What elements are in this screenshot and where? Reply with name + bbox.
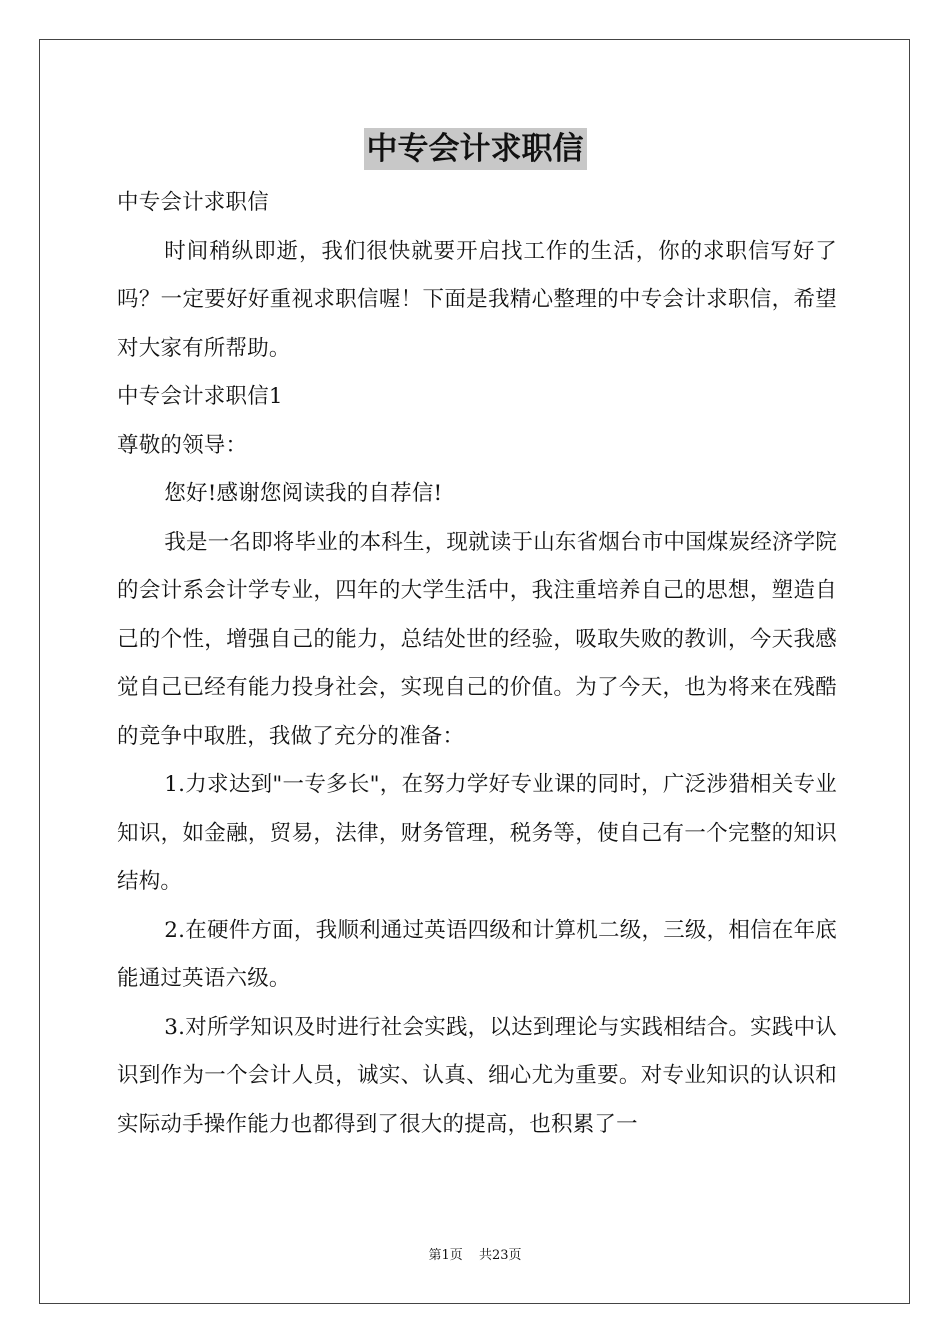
subtitle-line: 中专会计求职信 [117, 190, 269, 215]
body-paragraph-2: 1.力求达到"一专多长"，在努力学好专业课的同时，广泛涉猎相关专业知识，如金融，贸易，法律，财务管理，税务等，使自己有一个完整的知识结构。 [117, 772, 837, 894]
salutation: 尊敬的领导： [117, 432, 248, 458]
body-paragraph-1: 我是一名即将毕业的本科生，现就读于山东省烟台市中国煤炭经济学院的会计系会计学专业，四年的大学生活中，我注重培养自己的思想，塑造自己的个性，增强自己的能力，总结处世的经验，吸取失败的教训，今天我感觉自己已经有能力投身社会，实现自己的价值。为了今天，也为将来在残酷的竞争中取胜，我做了充分的准备： [117, 529, 838, 749]
page-number: 第1页 [428, 1248, 463, 1263]
body-paragraph-4: 3.对所学知识及时进行社会实践，以达到理论与实践相结合。实践中认识到作为一个会计人员，诚实、认真、细心尤为重要。对专业知识的认识和实际动手操作能力也都得到了很大的提高，也积累了一 [117, 1014, 837, 1137]
document-title: 中专会计求职信 [364, 128, 587, 170]
section-heading: 中专会计求职信1 [117, 384, 283, 409]
intro-paragraph: 时间稍纵即逝，我们很快就要开启找工作的生活，你的求职信写好了吗？一定要好好重视求职信喔！下面是我精心整理的中专会计求职信，希望对大家有所帮助。 [117, 238, 837, 361]
body-paragraph-3: 2.在硬件方面，我顺利通过英语四级和计算机二级，三级，相信在年底能通过英语六级。 [117, 917, 837, 991]
page-footer [0, 1247, 950, 1265]
greeting-paragraph: 您好!感谢您阅读我的自荐信! [164, 481, 443, 506]
page-total: 共23页 [478, 1248, 522, 1263]
title-area [0, 128, 950, 170]
document-body [117, 179, 837, 1149]
